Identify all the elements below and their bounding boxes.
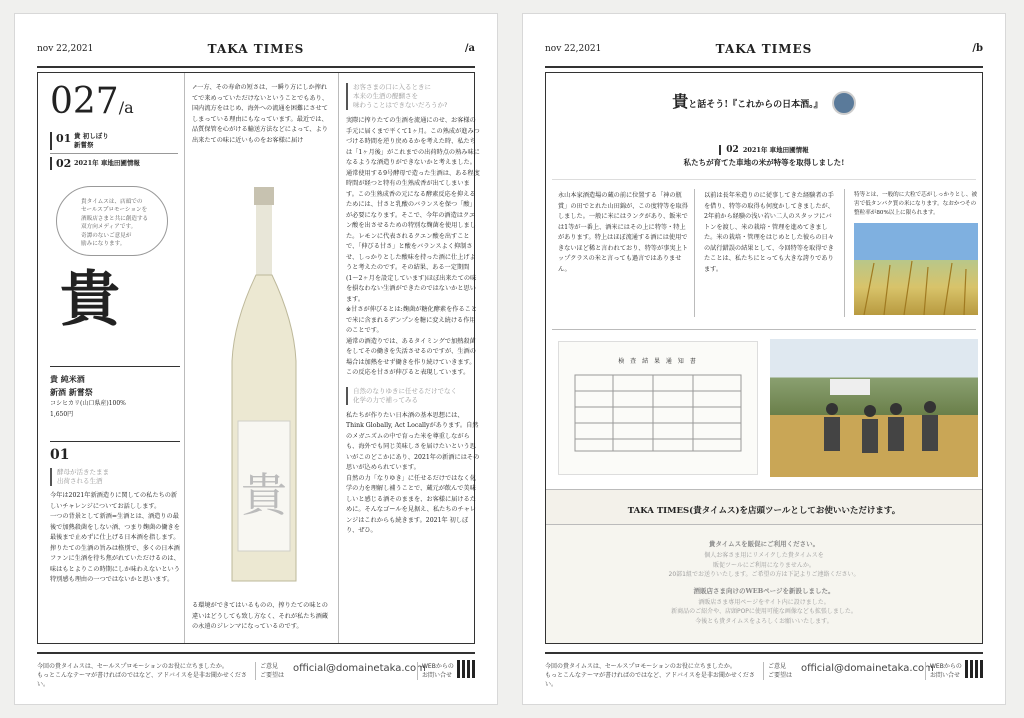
taka-logo: 貴 bbox=[60, 265, 120, 335]
contact-email-link[interactable]: official@domainetaka.com bbox=[293, 663, 426, 674]
qr-code-icon[interactable] bbox=[965, 660, 983, 678]
page-side: /b bbox=[972, 43, 983, 54]
col2-text: 以前は長年米造りのに従事してきた経験者の手を借り、特等の取得も何度かしてきましたが、2年前から経験の浅い若い二人のスタッフにバトンを渡し、米の栽培・管理を進めてきました。米の栽培・管理をはじめとした彼らの日々の試行錯誤の結果として、今回特等を取得できたことは、私たちにとっても大きな誇りであります。 bbox=[704, 192, 834, 273]
harvest-team-photo bbox=[770, 339, 978, 477]
masthead-title: TAKA TIMES bbox=[715, 42, 813, 56]
rice-field-photo bbox=[854, 223, 978, 315]
issue-number: 027/a bbox=[50, 81, 134, 122]
page-header bbox=[37, 44, 475, 68]
col3-note: 特等とは、一般的に大粒で芯がしっかりとし、被害で低タンパク質の米になります。なおかつその整粒率が80%以上に限られます。 bbox=[854, 192, 978, 216]
section-02-head: 02 2021年 車地田圃情報 bbox=[546, 137, 982, 156]
content-frame bbox=[545, 72, 983, 644]
feature-heading: 貴と話そう!『これからの日本酒。』 bbox=[546, 89, 982, 115]
col1-text: 永山本家酒造場の蔵の前に位置する「神の瓶賞」の田でとれた山田錦が、この度特等を取得しました。一般に米にはランクがあり、飯米では1等が一番上、酒米にはその上に特等・特上があります。特上はほぼ流通する酒には使用できないほど稀と言われており、特等が事実上トップクラスの米と言っても過言ではありません。 bbox=[558, 192, 688, 273]
product-info: 貴 純米酒 新酒 新嘗祭 コシヒカリ(山口県産)100% 1,650円 bbox=[50, 366, 180, 420]
section-body: 今年は2021年新酒造りに関しての私たちの新しいチャレンジについてお話しします。 一つの背景として新酒=生酒とは、酒造りの最後で加熱殺菌をしない酒、つまり麹菌の働きを最後まで止めずに仕上げる日本酒を指します。 搾りたての生酒の旨みは格別で、多くの日本酒ファンに生酒を待ち焦がれていただけるのは、味はもとよりこの時期にしか味わえないという特別感も理由の一つではないかと思います。 bbox=[50, 492, 180, 583]
page-side: /a bbox=[464, 43, 475, 54]
section-01: 01 酵母が活きたまま 出荷される生酒 今年は2021年新酒造りに関しての私たちの新しいチャレンジについてお話しします。 一つの背景として新酒=生酒とは、酒造りの最後で加熱殺菌をしない酒、つまり麹菌の働きを最後まで止めずに仕上げる日本酒を指します。 搾りたての生酒の旨みは格別で、多くの日本酒ファンに生酒を待ち焦がれていただけるのは、味はもとよりこの時期にしか味わえないという特別感も理由の一つではないかと思います。 bbox=[50, 441, 180, 586]
page-a bbox=[14, 13, 498, 705]
column-3: お客さまの口に入るときに 本来の生酒の醍醐さを 味わうことはできないだろうか? 実際に搾りたての生酒を流通にのせ、お客様の手元に届くまで平くて1ヶ月。この熟成が進みつづける時間を逆り戻めるかを考えた時、私たちは「1ヶ月後」がこれまでの出荷時点の熟み味になるような酒造りができないかと考えました。 通常使用する9号酵母で造った生酒は、ある程度時間が経つと特有の生熟成香が出てしまいます。この生熟成香の元になる酵素反応を抑えるためには、甘さと乳酸のバランスを保つ「酸」が必要になります。そこで、今年の酒造はクエン酸を出させるための特別な麹菌を使用しました。レモンに代表されるクエン酸を出すことで、「伸びる甘さ」と酸をバランスよく抑制させ、しっかりとした酸味を持った酒に仕上げようと考えたのです。その結果、ある一定期間(1〜2ヶ月を設定しています)ほぼ出来たての味を損なわない生酒ができたのではないかと思います。 ※甘さが伸びるとは:麹菌が糖化酵素を作ることで米に含まれるデンプンを糖に変え続ける作用のことです。 通常の酒造りでは、あるタイミングで加熱殺菌をしてその働きを失活させるのですが、生酒の場合は加熱をせず働きを作り続けていきます。この反応を甘さが伸びると表現しています。 自然のなりゆきに任せるだけでなく 化学の力で補ってみる 私たちが作りたい日本酒の基本思想には、Think Globally, Act Locallyがあります。自然のメガニズムの中で育った米を尊重しながらも、海外でも同じ美味しさを届けたいという思いがこのどこかにあり、2021年の新酒にはその思いが込められています。 自然の力「なりゆき」に任せるだけではなく化学の力を理解し補うことで、蔵元が飲んで美味しいと感じる酒そのままを、お客様に届けるために。そんなゴールを見据え、私たちのチャレンジはこれからも続きます。2021年 初しぼり、ぜひ。 bbox=[346, 83, 480, 534]
bottle-label: 貴 bbox=[241, 468, 287, 522]
page-b bbox=[522, 13, 1006, 705]
page-header bbox=[545, 44, 983, 68]
col2-bottom-text: る環境ができてはいるものの、搾りたての味との違いはどうしても致し方なく、それが私たち酒蔵の永遠のジレンマになっているのです。 bbox=[192, 602, 328, 630]
issue-date: nov 22,2021 bbox=[37, 44, 94, 54]
masthead-title: TAKA TIMES bbox=[207, 42, 305, 56]
col2-top-text: ↗一方、その寿命の短さは、一瞬り方にしか搾れてで来めっていただけないということでもあり、国内流方をはじめ、海外への流通を困難にさせてしまっている理由にもなっています。最近では、品質保管を心がける輸送方法などによって、より出来たての味に近いものをお客様に届け bbox=[192, 84, 329, 144]
issue-date: nov 22,2021 bbox=[545, 44, 602, 54]
qr-code-icon[interactable] bbox=[457, 660, 475, 678]
lead-text: 私たちが育てた車地の米が特等を取得しました! bbox=[683, 158, 845, 167]
page-footer: 今回の貴タイムスは、セールスプロモーションのお役に立ちましたか。 もっとこんなテーマが書ければのではなど、アドバイスを是非お聞かせください。 ご意見 ご要望は official@domainetaka.com WEBからの お問い合せ bbox=[37, 652, 475, 690]
promo-info: 貴タイムスを販促にご利用ください。 個人お客さま用にリメイクした貴タイムスを 販促ツールにご利用になりませんか。 20部1組でお送りいたします。ご希望の方は下記よりご連絡ください。 酒販店さま向けのWEBページを新設しました。 酒販店さま専用ページをサイト内に設けました。 新商品のご紹介や、店頭POPに使用可能な画像なども拡張しました。 今後とも貴タイムスをよろしくお願いいたします。 bbox=[546, 525, 982, 643]
page-footer: 今回の貴タイムスは、セールスプロモーションのお役に立ちましたか。 もっとこんなテーマが書ければのではなど、アドバイスを是非お聞かせください。 ご意見 ご要望は official@domainetaka.com WEBからの お問い合せ bbox=[545, 652, 983, 690]
issue-contents: 01 貴 初しぼり 新嘗祭 02 2021年 車地田圃情報 bbox=[50, 129, 178, 173]
speaker-avatar bbox=[832, 91, 856, 115]
content-frame bbox=[37, 72, 480, 644]
sake-bottle-image bbox=[218, 181, 310, 591]
inspection-document-photo: 検 査 結 果 通 知 書 bbox=[558, 341, 758, 475]
contact-email-link[interactable]: official@domainetaka.com bbox=[801, 663, 934, 674]
message-bubble: 貴タイムスは、店頭での セールスプロモーションを 酒販店さまと共に創造する 双方向メディアです。 奇譚のないご意見が 励みになります。 bbox=[56, 186, 168, 256]
promo-banner: TAKA TIMES(貴タイムス)を店頭ツールとしてお使いいただけます。 bbox=[546, 489, 982, 525]
